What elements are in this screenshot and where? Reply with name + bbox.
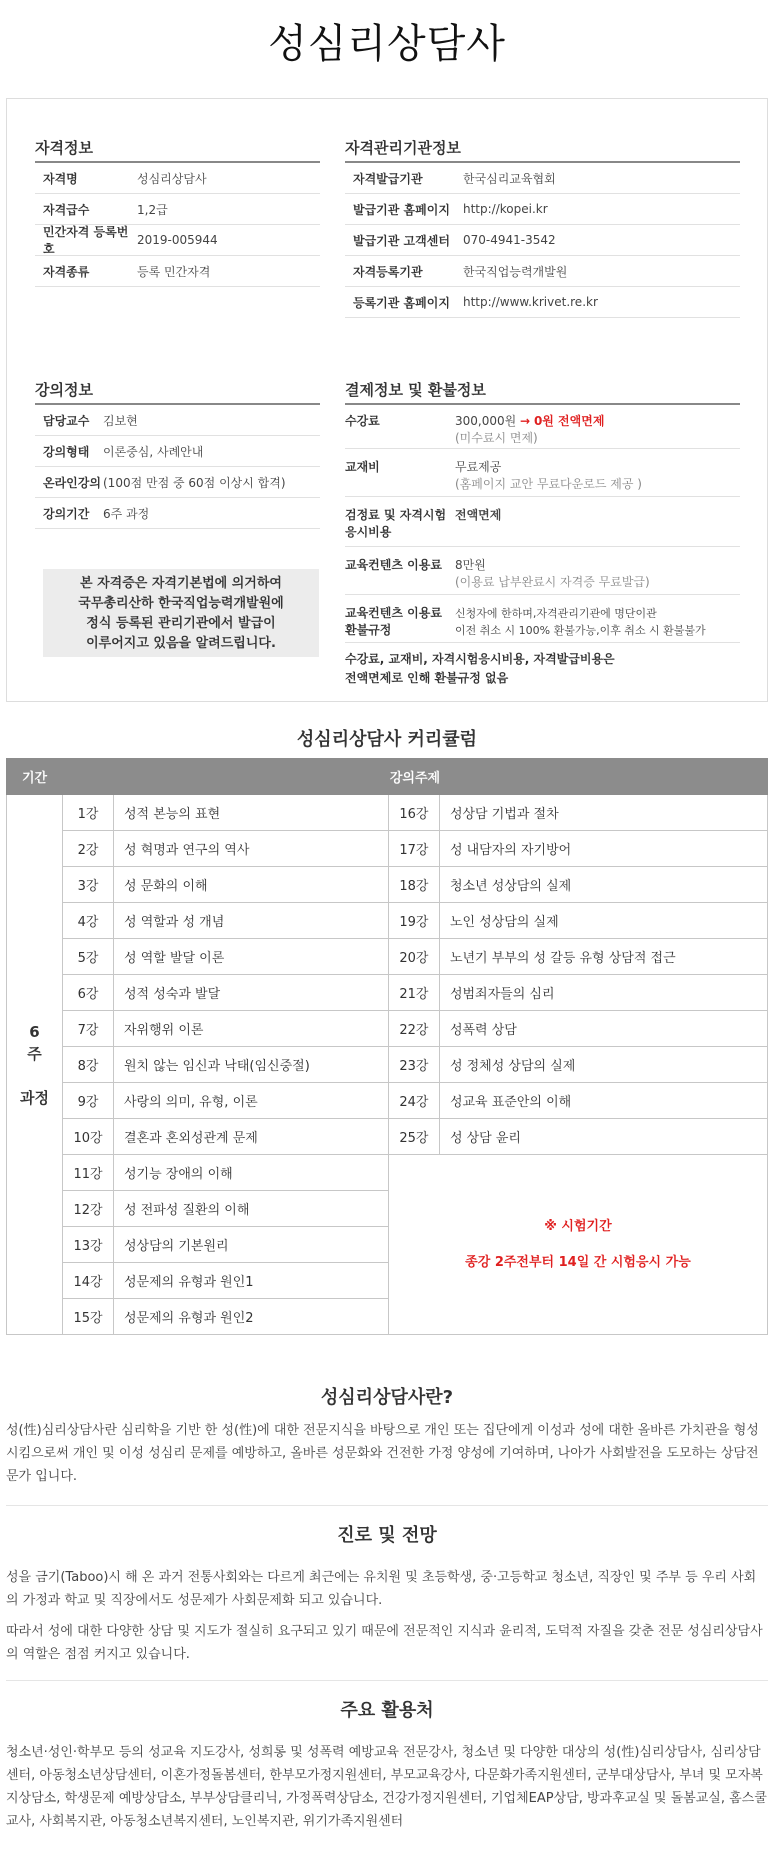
content-fee-value [455, 557, 650, 594]
registration-notice [43, 569, 319, 657]
exam-period-desc: 종강 2주전부터 14일 간 시험응시 가능 [465, 1254, 691, 1270]
cert-info-value: 성심리상담사 [137, 171, 207, 186]
lesson-topic: 성폭력 상담 [439, 1011, 767, 1047]
about-title: 성심리상담사란? [320, 1387, 454, 1408]
fee-amount: 300,000원 [455, 414, 517, 428]
lecture-info-row [35, 436, 320, 467]
lecture-info-row [35, 498, 320, 529]
lesson-number: 15강 [63, 1299, 114, 1335]
agency-info-label: 발급기관 홈페이지 [353, 202, 450, 217]
exam-fee-label [345, 507, 455, 546]
lesson-number: 4강 [63, 903, 114, 939]
cert-info-row [35, 163, 320, 194]
table-row [7, 1155, 768, 1191]
lesson-topic: 성 정체성 상담의 실제 [439, 1047, 767, 1083]
lesson-topic: 성 내담자의 자기방어 [439, 831, 767, 867]
agency-info-label: 등록기관 홈페이지 [353, 295, 450, 310]
cert-info-value: 1,2급 [137, 202, 168, 217]
lesson-topic: 성상담의 기본원리 [114, 1227, 389, 1263]
lecture-info-value: 6주 과정 [103, 506, 150, 521]
cert-info-label: 민간자격 등록번호 [43, 225, 129, 256]
lesson-number: 22강 [388, 1011, 439, 1047]
notice-line: 국무총리산하 한국직업능력개발원에 [78, 596, 284, 611]
notice-line: 본 자격증은 자격기본법에 의거하여 [80, 576, 282, 591]
lesson-topic: 노인 성상담의 실제 [439, 903, 767, 939]
lesson-topic: 성 역할과 성 개념 [114, 903, 389, 939]
table-row [7, 1083, 768, 1119]
fee-value [455, 413, 604, 448]
payment-section [345, 375, 740, 688]
lesson-topic: 성교육 표준안의 이해 [439, 1083, 767, 1119]
lecture-info-row [35, 467, 320, 498]
cert-info-title: 자격정보 [35, 133, 320, 163]
content-fee-label: 교육컨텐츠 이용료 [345, 558, 442, 572]
material-value [455, 459, 642, 496]
table-row [7, 1011, 768, 1047]
agency-info-row [345, 256, 740, 287]
agency-info-value: 070-4941-3542 [463, 233, 556, 247]
agency-info-title: 자격관리기관정보 [345, 133, 740, 163]
refund-rule-1: 신청자에 한하며,자격관리기관에 명단이관 [455, 607, 657, 620]
curriculum-title: 성심리상담사 커리큘럼 [296, 729, 478, 750]
lecture-info-value: 김보현 [103, 413, 138, 428]
career-text-1: 성을 금기(Taboo)시 해 온 과거 전통사회와는 다르게 최근에는 유치원 및 초등학생, 중·고등학교 청소년, 직장인 및 주부 등 우리 사회의 가정과 학교 및 직장에서도 성문제가 사회문제화 되고 있습니다. [6, 1570, 757, 1608]
period-spacer [7, 1065, 62, 1087]
lesson-topic: 성 역할 발달 이론 [114, 939, 389, 975]
lesson-number: 6강 [63, 975, 114, 1011]
exam-fee-value: 전액면제 [455, 508, 502, 522]
cert-info-value: 2019-005944 [137, 233, 218, 247]
agency-info-section [345, 133, 740, 318]
table-row [7, 867, 768, 903]
topic-header: 강의주제 [63, 759, 768, 795]
career-text-2: 따라서 성에 대한 다양한 상담 및 지도가 절실히 요구되고 있기 때문에 전문적인 지식과 윤리적, 도덕적 자질을 갖춘 전문 성심리상담사의 역할은 점점 커지고 있습니다. [6, 1624, 763, 1662]
payment-row-exam [345, 497, 740, 547]
table-row [7, 939, 768, 975]
lesson-topic: 성범죄자들의 심리 [439, 975, 767, 1011]
table-row [7, 975, 768, 1011]
fee-note: (미수료시 면제) [455, 431, 538, 445]
payment-row-content [345, 547, 740, 595]
lesson-topic: 성 상담 윤리 [439, 1119, 767, 1155]
agency-info-label: 자격발급기관 [353, 171, 423, 186]
lesson-topic: 성상담 기법과 절차 [439, 795, 767, 831]
exam-fee-label-2: 응시비용 [345, 525, 392, 539]
lecture-info-label: 온라인강의 [43, 475, 101, 490]
usage-section [6, 1680, 768, 1833]
fee-label: 수강료 [345, 414, 380, 428]
lesson-number: 23강 [388, 1047, 439, 1083]
table-row [7, 831, 768, 867]
lesson-topic: 성기능 장애의 이해 [114, 1155, 389, 1191]
cert-info-row [35, 256, 320, 287]
agency-info-row [345, 287, 740, 318]
payment-row-fee [345, 405, 740, 449]
agency-info-value: http://kopei.kr [463, 202, 548, 216]
period-cell [7, 795, 63, 1335]
table-row [7, 1047, 768, 1083]
lesson-topic: 성문제의 유형과 원인1 [114, 1263, 389, 1299]
refund-value [455, 605, 706, 642]
lesson-number: 19강 [388, 903, 439, 939]
lesson-number: 12강 [63, 1191, 114, 1227]
lecture-info-row [35, 405, 320, 436]
lecture-info-label: 강의형태 [43, 444, 90, 459]
cert-info-row [35, 225, 320, 256]
lesson-number: 17강 [388, 831, 439, 867]
lesson-number: 9강 [63, 1083, 114, 1119]
cert-info-label: 자격명 [43, 171, 78, 186]
career-section [6, 1505, 768, 1680]
lesson-topic: 노년기 부부의 성 갈등 유형 상담적 접근 [439, 939, 767, 975]
agency-info-row [345, 194, 740, 225]
lesson-topic: 성적 성숙과 발달 [114, 975, 389, 1011]
table-row [7, 795, 768, 831]
lesson-topic: 성 혁명과 연구의 역사 [114, 831, 389, 867]
refund-footer-line: 전액면제로 인해 환불규정 없음 [345, 671, 509, 685]
material-note: (홈페이지 교안 무료다운로드 제공 ) [455, 477, 642, 491]
lecture-info-value: 이론중심, 사례안내 [103, 444, 204, 459]
period-text: 과정 [20, 1088, 49, 1107]
refund-label-1: 교육컨텐츠 이용료 [345, 606, 442, 620]
arrow-icon: → [520, 414, 531, 428]
lesson-topic: 원치 않는 임신과 낙태(임신중절) [114, 1047, 389, 1083]
lecture-info-label: 담당교수 [43, 413, 90, 428]
period-text: 6 [29, 1022, 40, 1041]
lesson-number: 1강 [63, 795, 114, 831]
lesson-number: 18강 [388, 867, 439, 903]
page-title: 성심리상담사 [268, 21, 506, 67]
lesson-topic: 자위행위 이론 [114, 1011, 389, 1047]
agency-info-value: 한국심리교육협회 [463, 171, 556, 186]
lesson-topic: 성적 본능의 표현 [114, 795, 389, 831]
lesson-topic: 결혼과 혼외성관계 문제 [114, 1119, 389, 1155]
lesson-number: 8강 [63, 1047, 114, 1083]
fee-free: 0원 전액면제 [533, 414, 605, 428]
lesson-number: 5강 [63, 939, 114, 975]
cert-info-label: 자격종류 [43, 264, 90, 279]
lecture-info-value: (100점 만점 중 60점 이상시 합격) [103, 475, 286, 490]
refund-footer-line: 수강료, 교재비, 자격시험응시비용, 자격발급비용은 [345, 652, 615, 666]
lecture-info-label: 강의기간 [43, 506, 90, 521]
lesson-topic: 성 문화의 이해 [114, 867, 389, 903]
lecture-info-title: 강의정보 [35, 375, 320, 405]
lesson-number: 20강 [388, 939, 439, 975]
refund-label [345, 605, 455, 642]
usage-title: 주요 활용처 [340, 1700, 434, 1721]
exam-period-cell [388, 1155, 767, 1335]
lecture-info-section [35, 375, 320, 529]
lesson-number: 2강 [63, 831, 114, 867]
refund-footer [345, 643, 740, 688]
exam-period-title: ※ 시험기간 [544, 1218, 612, 1234]
exam-fee-label-1: 검정료 및 자격시험 [345, 508, 447, 522]
cert-info-label: 자격급수 [43, 202, 90, 217]
lesson-number: 25강 [388, 1119, 439, 1155]
lesson-number: 13강 [63, 1227, 114, 1263]
lesson-number: 10강 [63, 1119, 114, 1155]
lesson-number: 16강 [388, 795, 439, 831]
payment-row-refund [345, 595, 740, 643]
notice-line: 정식 등록된 관리기관에서 발급이 [86, 616, 276, 631]
content-fee-amount: 8만원 [455, 558, 486, 572]
curriculum-table [6, 758, 768, 1335]
lesson-number: 7강 [63, 1011, 114, 1047]
lesson-topic: 사랑의 의미, 유형, 이론 [114, 1083, 389, 1119]
cert-info-value: 등록 민간자격 [137, 264, 211, 279]
lesson-number: 21강 [388, 975, 439, 1011]
agency-info-row [345, 225, 740, 256]
agency-info-value: 한국직업능력개발원 [463, 264, 568, 279]
lesson-number: 3강 [63, 867, 114, 903]
table-row [7, 1119, 768, 1155]
usage-text: 청소년·성인·학부모 등의 성교육 지도강사, 성희롱 및 성폭력 예방교육 전문강사, 청소년 및 다양한 대상의 성(性)심리상담사, 심리상담센터, 아동청소년상담센터, 이혼가정돌봄센터, 한부모가정지원센터, 부모교육강사, 다문화가족지원센터, 군부대상담사, 부녀 및 모자복지상담소, 학생문제 예방상담소, 부부상담클리닉, 가정폭력상담소, 건강가정지원센터, 기업체EAP상담, 방과후교실 및 돌봄교실, 홈스쿨교사, 사회복지관, 아동청소년복지센터, 노인복지관, 위기가족지원센터 [6, 1745, 767, 1829]
refund-label-2: 환불규정 [345, 623, 392, 637]
period-text: 주 [27, 1044, 42, 1063]
agency-info-row [345, 163, 740, 194]
lesson-number: 11강 [63, 1155, 114, 1191]
period-header: 기간 [7, 759, 63, 795]
notice-line: 이루어지고 있음을 알려드립니다. [86, 636, 276, 651]
cert-info-row [35, 194, 320, 225]
lesson-topic: 성문제의 유형과 원인2 [114, 1299, 389, 1335]
career-title: 진로 및 전망 [337, 1525, 437, 1546]
about-section [6, 1377, 768, 1499]
lesson-topic: 성 전파성 질환의 이해 [114, 1191, 389, 1227]
material-label: 교재비 [345, 460, 380, 474]
lesson-number: 24강 [388, 1083, 439, 1119]
about-text: 성(性)심리상담사란 심리학을 기반 한 성(性)에 대한 전문지식을 바탕으로 개인 또는 집단에게 이성과 성에 대한 올바른 가치관을 형성시킴으로써 개인 및 이성 성심리 문제를 예방하고, 올바른 성문화와 건전한 가정 양성에 기여하며, 나아가 사회발전을 도모하는 상담전문가 입니다. [6, 1423, 759, 1484]
table-row [7, 903, 768, 939]
refund-rule-2: 이전 취소 시 100% 환불가능,이후 취소 시 환불불가 [455, 624, 706, 637]
info-box [6, 98, 768, 702]
agency-info-label: 발급기관 고객센터 [353, 233, 450, 248]
content-fee-note: (이용료 납부완료시 자격증 무료발급) [455, 575, 650, 589]
agency-info-value: http://www.krivet.re.kr [463, 295, 598, 309]
payment-row-material [345, 449, 740, 497]
cert-info-section [35, 133, 320, 287]
lesson-number: 14강 [63, 1263, 114, 1299]
lesson-topic: 청소년 성상담의 실제 [439, 867, 767, 903]
material-amount: 무료제공 [455, 460, 502, 474]
payment-title: 결제정보 및 환불정보 [345, 375, 740, 405]
agency-info-label: 자격등록기관 [353, 264, 423, 279]
